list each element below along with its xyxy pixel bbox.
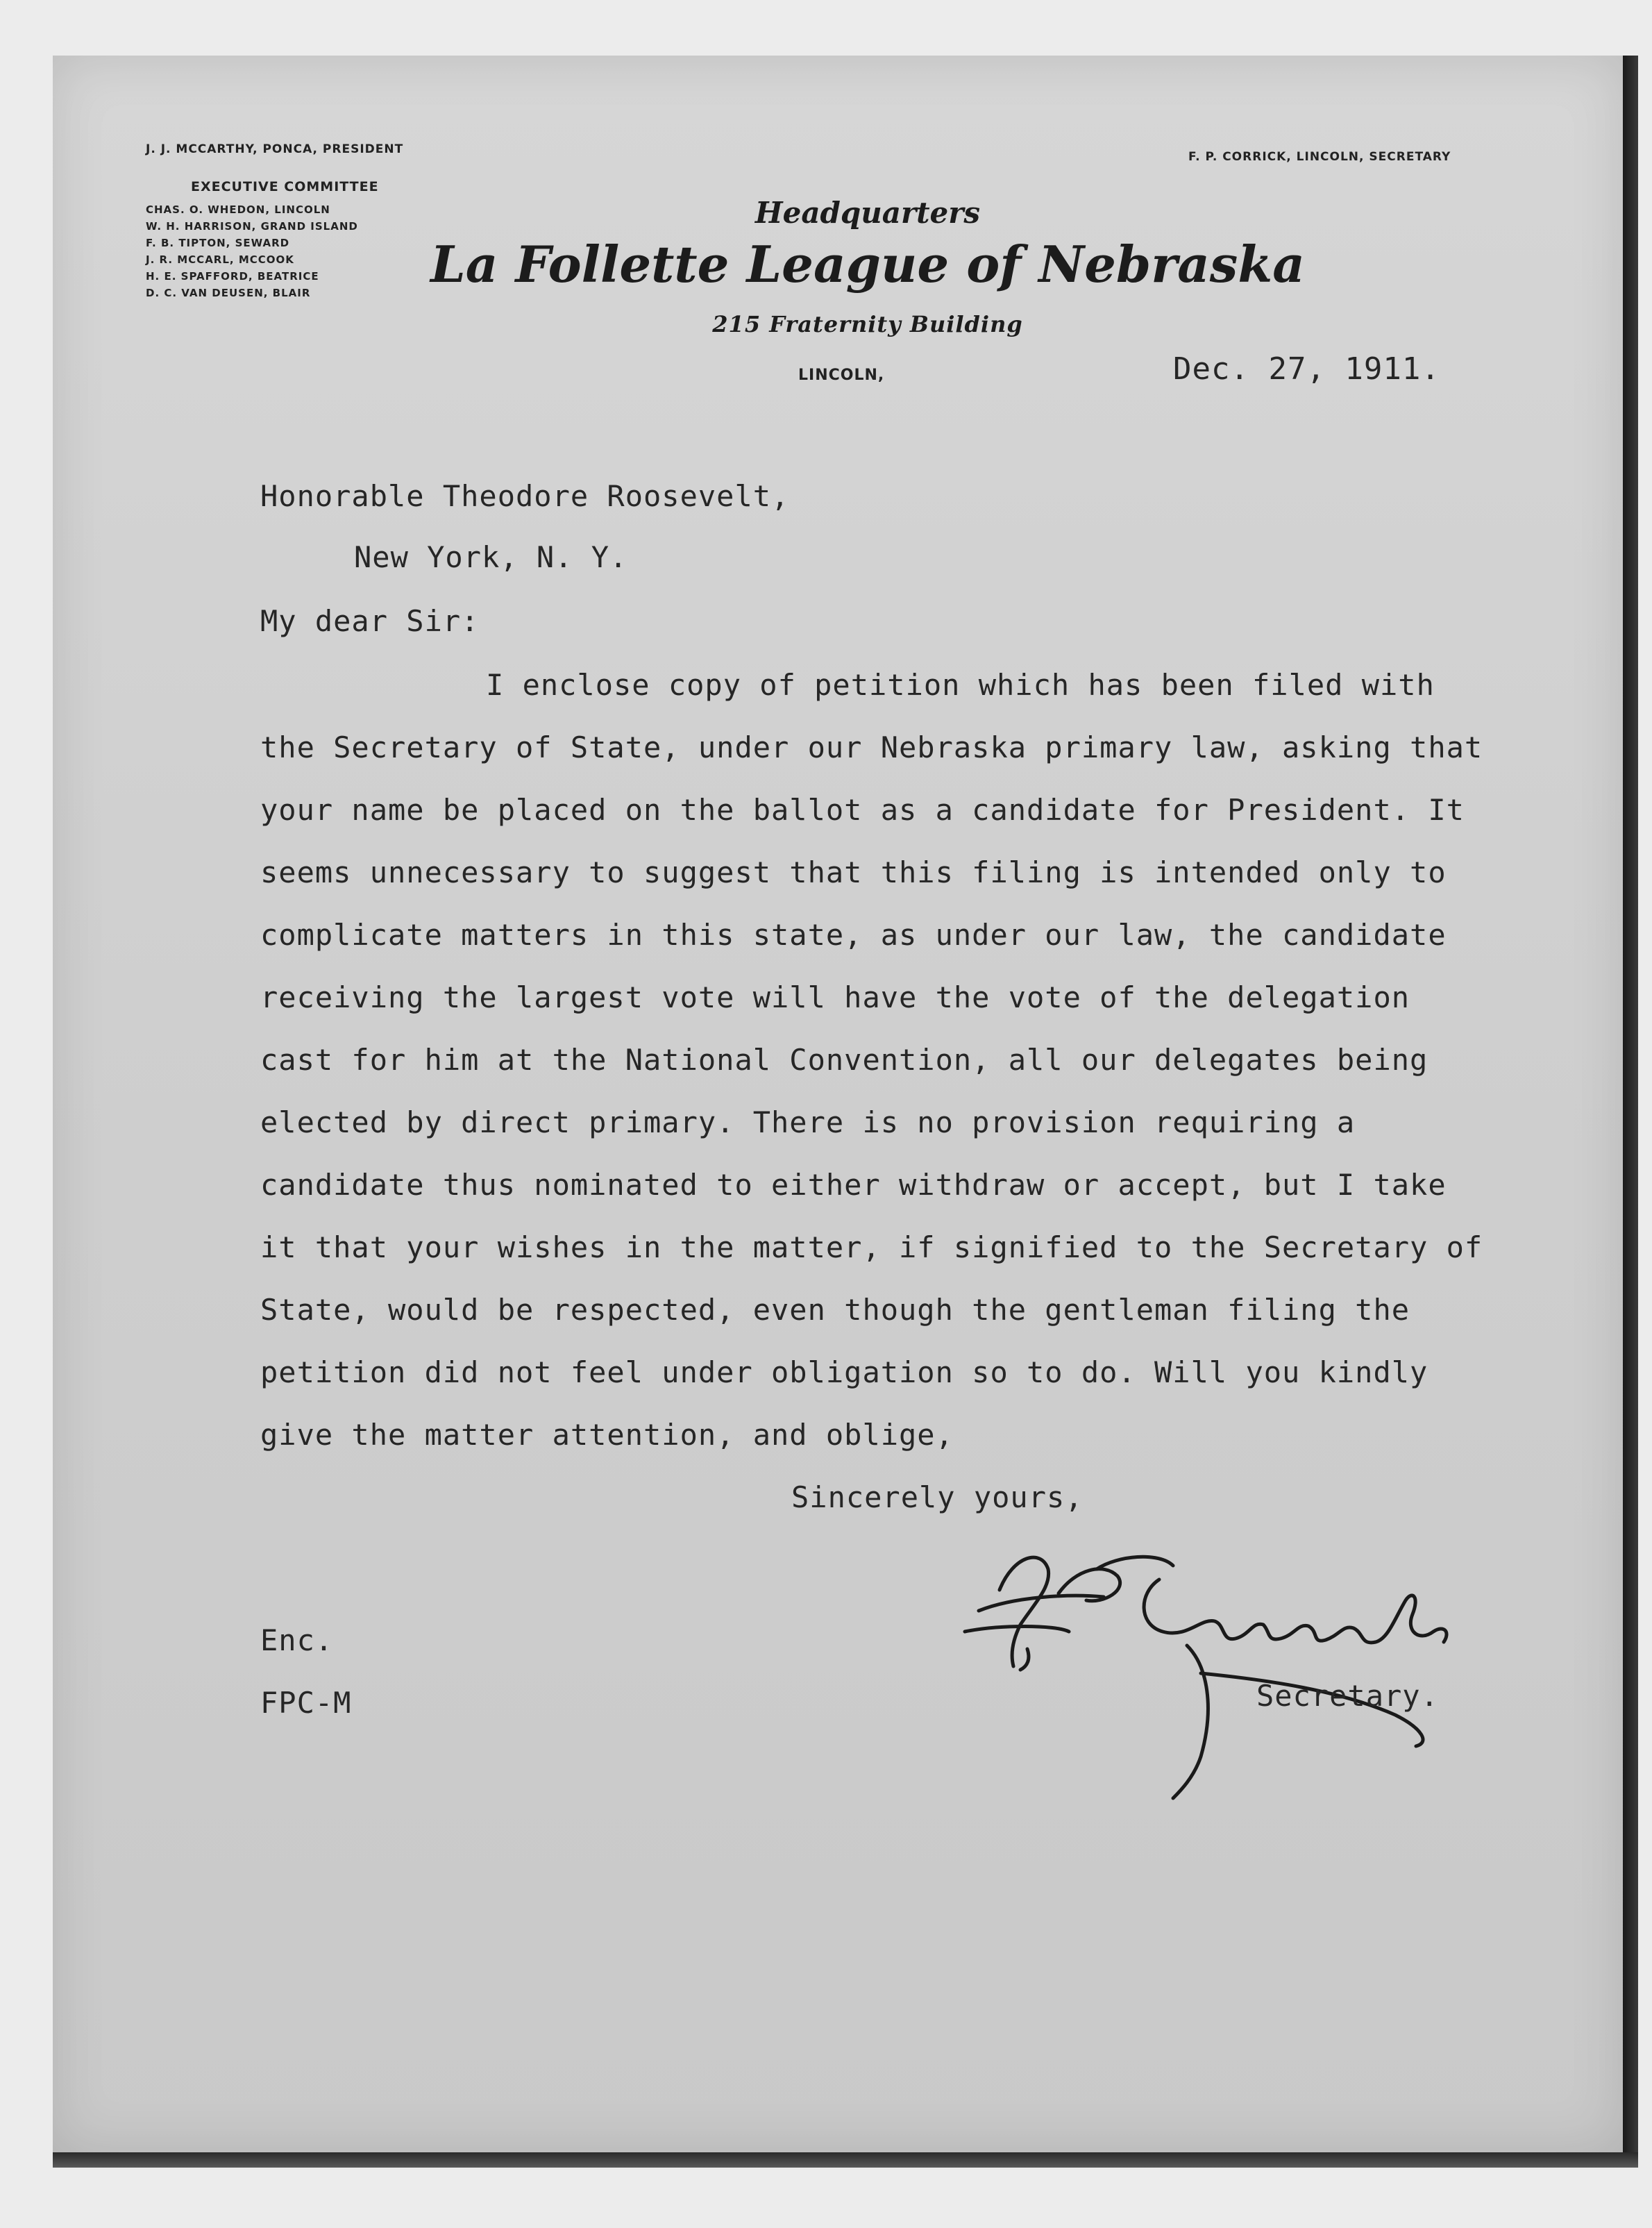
committee-member: H. E. SPAFFORD, BEATRICE (146, 270, 319, 283)
committee-title: EXECUTIVE COMMITTEE (191, 179, 379, 194)
recipient-name: Honorable Theodore Roosevelt, (260, 479, 790, 513)
body-line: complicate matters in this state, as under our law, the candidate (260, 918, 1447, 952)
body-line: your name be placed on the ballot as a candidate for President. It (260, 793, 1465, 827)
letterhead-president: J. J. MCCARTHY, PONCA, PRESIDENT (146, 142, 404, 156)
body-line: the Secretary of State, under our Nebraska primary law, asking that (260, 730, 1483, 764)
sheet-bottom-shadow (53, 2152, 1638, 2168)
body-line: cast for him at the National Convention, all our delegates being (260, 1043, 1428, 1077)
signer-title: Secretary. (1256, 1679, 1439, 1713)
typist-initials: FPC-M (260, 1686, 352, 1720)
body-line: petition did not feel under obligation so to do. Will you kindly (260, 1355, 1428, 1389)
closing: Sincerely yours, (791, 1480, 1084, 1514)
committee-member: F. B. TIPTON, SEWARD (146, 237, 290, 249)
committee-member: D. C. VAN DEUSEN, BLAIR (146, 287, 311, 299)
body-line: elected by direct primary. There is no provision requiring a (260, 1105, 1356, 1139)
sheet-edge-shadow (1623, 56, 1638, 2152)
body-line: it that your wishes in the matter, if signified to the Secretary of (260, 1230, 1483, 1264)
headquarters-label: Headquarters (755, 196, 981, 230)
body-line: give the matter attention, and oblige, (260, 1418, 954, 1452)
handwritten-signature (909, 1527, 1534, 1805)
committee-member: CHAS. O. WHEDON, LINCOLN (146, 203, 330, 216)
salutation: My dear Sir: (260, 604, 480, 638)
letterhead-secretary: F. P. CORRICK, LINCOLN, SECRETARY (1188, 150, 1451, 164)
letter-date: Dec. 27, 1911. (1173, 351, 1440, 387)
committee-member: J. R. MCCARL, MCCOOK (146, 253, 294, 266)
body-line: seems unnecessary to suggest that this filing is intended only to (260, 855, 1447, 889)
organization-name: La Follette League of Nebraska (430, 235, 1305, 294)
body-line: candidate thus nominated to either withdraw or accept, but I take (260, 1168, 1447, 1202)
organization-city: LINCOLN, (798, 367, 885, 384)
body-line: State, would be respected, even though the gentleman filing the (260, 1293, 1410, 1327)
organization-address: 215 Fraternity Building (712, 311, 1023, 337)
recipient-city: New York, N. Y. (354, 540, 628, 574)
enclosure-note: Enc. (260, 1623, 334, 1657)
committee-member: W. H. HARRISON, GRAND ISLAND (146, 220, 358, 233)
body-line: I enclose copy of petition which has been filed with (486, 668, 1435, 702)
body-line: receiving the largest vote will have the vote of the delegation (260, 980, 1410, 1014)
